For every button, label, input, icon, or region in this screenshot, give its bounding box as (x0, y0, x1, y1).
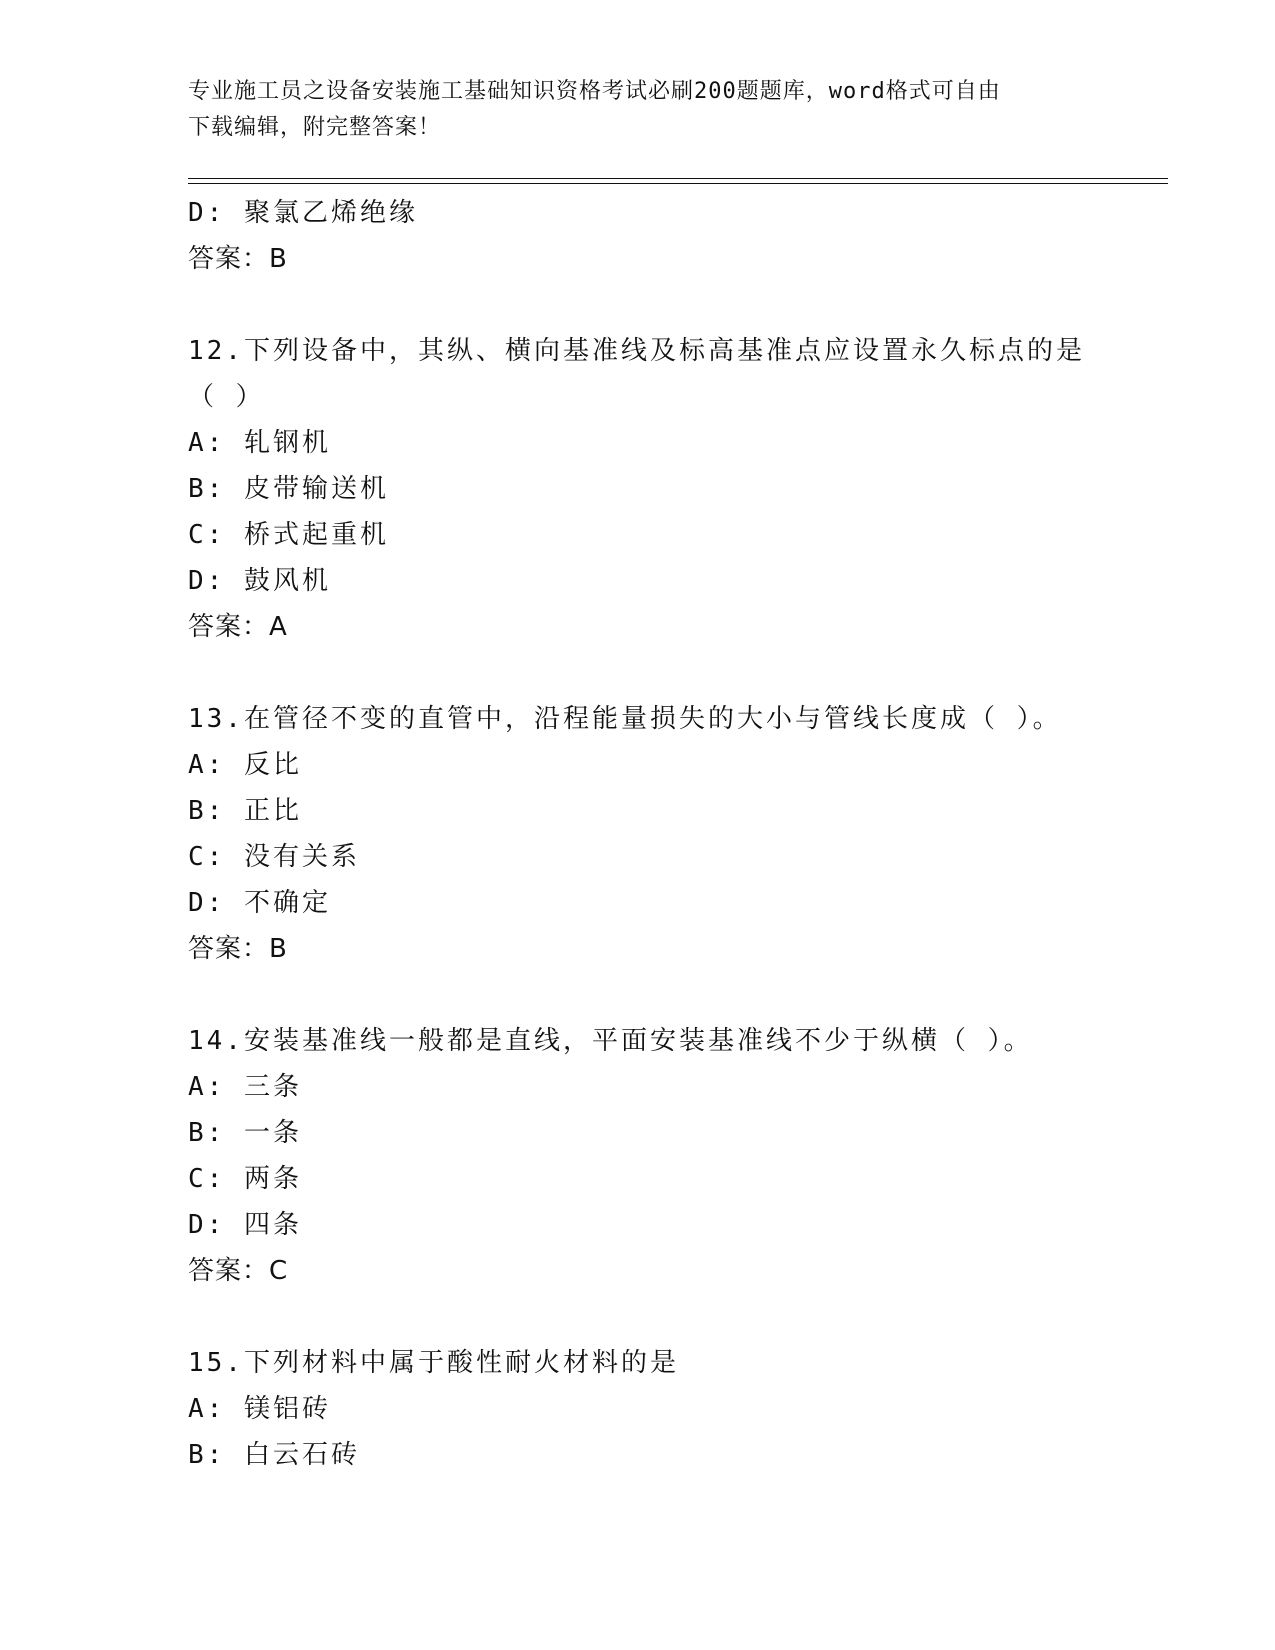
option-d: D: 鼓风机 (188, 566, 331, 596)
option-c: C: 没有关系 (188, 842, 360, 872)
option-c: C: 两条 (188, 1164, 302, 1194)
page-header (188, 74, 1078, 146)
option-d: D: 不确定 (188, 888, 331, 918)
option-a: A: 三条 (188, 1072, 302, 1102)
question-13 (188, 696, 1088, 972)
option-b: B: 正比 (188, 796, 302, 826)
option-a: A: 镁铝砖 (188, 1394, 331, 1424)
answer: 答案：C (188, 1256, 289, 1286)
prev-question-option-d: D: 聚氯乙烯绝缘 (188, 198, 418, 228)
answer: 答案：A (188, 612, 288, 642)
question-stem: 15.下列材料中属于酸性耐火材料的是 (188, 1348, 679, 1378)
answer: 答案：B (188, 934, 288, 964)
option-b: B: 一条 (188, 1118, 302, 1148)
header-title-line-2: 下载编辑，附完整答案！ (188, 115, 442, 140)
option-b: B: 皮带输送机 (188, 474, 389, 504)
question-12 (188, 328, 1088, 650)
option-a: A: 反比 (188, 750, 302, 780)
question-15 (188, 1340, 1088, 1478)
header-title-line-1: 专业施工员之设备安装施工基础知识资格考试必刷200题题库，word格式可自由 (188, 79, 1001, 104)
spacer (188, 282, 1088, 328)
header-divider-bottom (188, 183, 1168, 184)
header-divider-top (188, 178, 1168, 179)
question-stem: 13.在管径不变的直管中，沿程能量损失的大小与管线长度成（ ）。 (188, 704, 1062, 734)
spacer (188, 972, 1088, 1018)
question-14 (188, 1018, 1088, 1294)
spacer (188, 1294, 1088, 1340)
question-stem: 12.下列设备中，其纵、横向基准线及标高基准点应设置永久标点的是 (188, 336, 1085, 366)
option-d: D: 四条 (188, 1210, 302, 1240)
spacer (188, 650, 1088, 696)
question-content (188, 190, 1088, 1478)
option-b: B: 白云石砖 (188, 1440, 360, 1470)
prev-question-answer: 答案：B (188, 244, 288, 274)
question-stem: 14.安装基准线一般都是直线，平面安装基准线不少于纵横（ ）。 (188, 1026, 1033, 1056)
option-a: A: 轧钢机 (188, 428, 331, 458)
question-stem-continued: （ ） (188, 382, 265, 412)
option-c: C: 桥式起重机 (188, 520, 389, 550)
